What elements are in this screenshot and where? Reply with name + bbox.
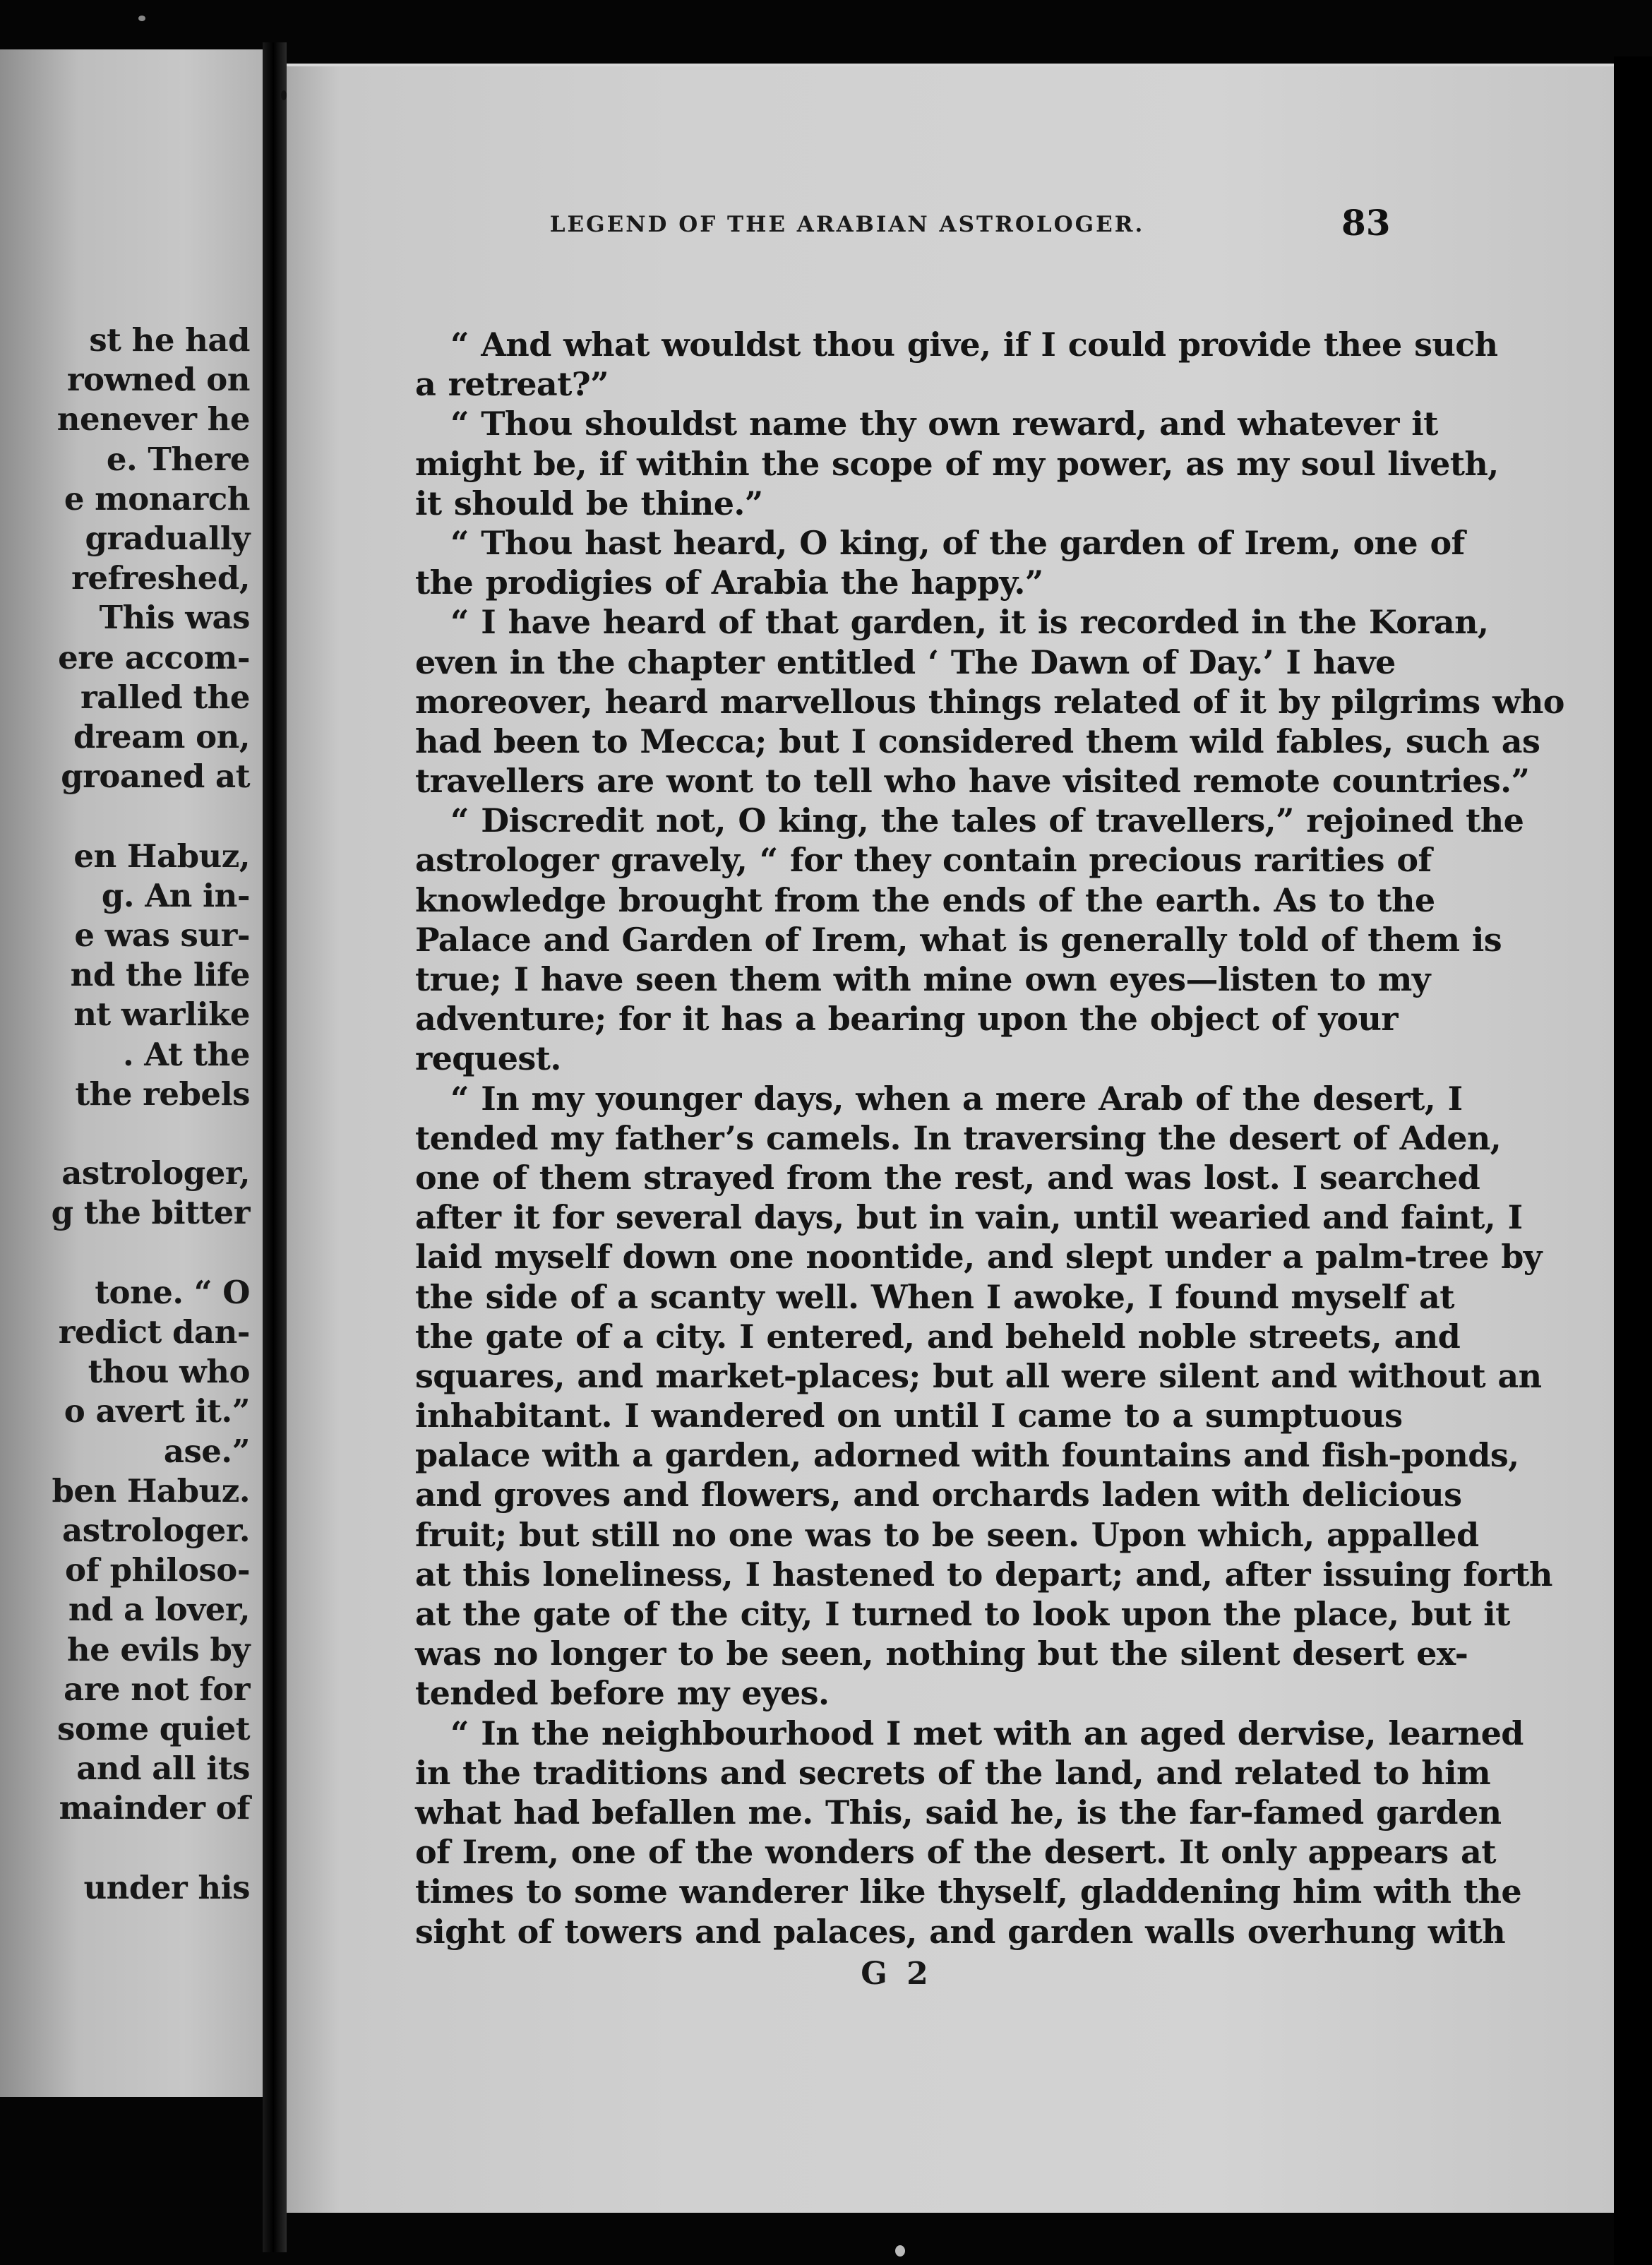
- signature-mark: G 2: [861, 1956, 933, 1992]
- text-line: “ In the neighbourhood I met with an aged dervise, learned: [450, 1714, 1524, 1752]
- left-page-fragment: nenever he: [56, 400, 250, 438]
- left-page-fragment: thou who: [88, 1353, 250, 1391]
- text-line: squares, and market-places; but all were silent and without an: [415, 1356, 1542, 1395]
- text-line: might be, if within the scope of my power, as my soul liveth,: [415, 444, 1499, 483]
- text-line: Palace and Garden of Irem, what is generally told of them is: [415, 920, 1502, 959]
- text-line: adventure; for it has a bearing upon the object of your: [415, 1000, 1398, 1039]
- text-line: the side of a scanty well. When I awoke, I found myself at: [415, 1277, 1454, 1316]
- left-page-fragment: . At the: [122, 1035, 250, 1073]
- left-page-fragment: g the bitter: [51, 1194, 250, 1232]
- left-page-fragment: nd a lover,: [68, 1591, 250, 1629]
- left-page-fragment: gradually: [85, 520, 250, 557]
- left-page-fragment: st he had: [89, 321, 250, 359]
- left-page-fragment: dream on,: [73, 718, 250, 755]
- text-line: “ Thou shouldst name thy own reward, and whatever it: [450, 405, 1438, 443]
- text-line: at this loneliness, I hastened to depart; and, after issuing forth: [415, 1555, 1552, 1594]
- text-line: “ In my younger days, when a mere Arab of the desert, I: [450, 1079, 1463, 1118]
- left-page-fragment: e was sur-: [74, 916, 250, 954]
- text-line: tended my father’s camels. In traversing the desert of Aden,: [415, 1118, 1502, 1157]
- binding-gutter: [263, 42, 287, 2252]
- text-line: palace with a garden, adorned with fountains and fish-ponds,: [415, 1436, 1519, 1475]
- page-number: 83: [1341, 202, 1391, 244]
- text-line: tended before my eyes.: [415, 1674, 830, 1713]
- left-page-fragment: astrologer.: [62, 1512, 250, 1549]
- text-line: moreover, heard marvellous things related of it by pilgrims who: [415, 682, 1564, 721]
- left-page-fragment: rowned on: [66, 361, 250, 399]
- dust-speck: [895, 2245, 905, 2257]
- scan-border: [1614, 56, 1652, 2265]
- text-line: laid myself down one noontide, and slept under a palm-tree by: [415, 1238, 1542, 1277]
- left-page-fragment: refreshed,: [71, 559, 250, 597]
- text-line: request.: [415, 1039, 561, 1078]
- text-line: true; I have seen them with mine own eyes—listen to my: [415, 960, 1430, 998]
- dust-speck: [138, 16, 145, 21]
- text-line: fruit; but still no one was to be seen. Upon which, appalled: [415, 1515, 1479, 1554]
- text-line: what had befallen me. This, said he, is the far-famed garden: [415, 1793, 1502, 1831]
- left-page-fragment: ase.”: [163, 1432, 250, 1470]
- left-page-fragment: astrologer,: [61, 1154, 250, 1193]
- left-page-fragment: are not for: [64, 1670, 250, 1708]
- left-page-fragment: he evils by: [66, 1630, 250, 1668]
- left-page-fragment: nd the life: [70, 956, 250, 994]
- left-page-fragment: of philoso-: [65, 1551, 250, 1589]
- text-line: after it for several days, but in vain, until wearied and faint, I: [415, 1198, 1523, 1237]
- text-line: “ And what wouldst thou give, if I could provide thee such: [450, 325, 1498, 364]
- left-page-fragment: This was: [99, 599, 250, 637]
- text-line: and groves and flowers, and orchards laden with delicious: [415, 1476, 1462, 1514]
- text-line: a retreat?”: [415, 365, 609, 404]
- text-line: inhabitant. I wandered on until I came to a sumptuous: [415, 1397, 1403, 1435]
- left-page-fragment: en Habuz,: [73, 837, 250, 875]
- body-text: [415, 325, 1564, 1952]
- left-page-fragment: and all its: [76, 1750, 250, 1788]
- left-page-fragment: under his: [83, 1868, 250, 1906]
- text-line: sight of towers and palaces, and garden walls overhung with: [415, 1912, 1506, 1951]
- text-line: astrologer gravely, “ for they contain precious rarities of: [415, 841, 1432, 880]
- text-line: had been to Mecca; but I considered them wild fables, such as: [415, 722, 1540, 760]
- left-page-fragment: ralled the: [80, 678, 250, 716]
- left-page: [0, 49, 263, 2097]
- left-page-fragment: g. An in-: [101, 876, 250, 914]
- left-page-fragment: nt warlike: [73, 996, 250, 1034]
- text-line: “ Discredit not, O king, the tales of travellers,” rejoined the: [450, 801, 1524, 840]
- left-page-fragment: mainder of: [59, 1789, 250, 1827]
- left-page-fragment: redict dan-: [58, 1313, 250, 1351]
- text-line: was no longer to be seen, nothing but the silent desert ex-: [415, 1634, 1468, 1673]
- text-line: “ I have heard of that garden, it is recorded in the Koran,: [450, 603, 1489, 642]
- text-line: of Irem, one of the wonders of the desert. It only appears at: [415, 1833, 1496, 1872]
- text-line: even in the chapter entitled ‘ The Dawn of Day.’ I have: [415, 643, 1396, 681]
- left-page-fragment: ere accom-: [58, 638, 250, 676]
- text-line: the gate of a city. I entered, and beheld noble streets, and: [415, 1317, 1461, 1356]
- text-line: knowledge brought from the ends of the earth. As to the: [415, 880, 1435, 919]
- text-line: travellers are wont to tell who have visited remote countries.”: [415, 762, 1530, 801]
- left-page-fragment: the rebels: [75, 1075, 250, 1113]
- left-page-fragment: o avert it.”: [64, 1392, 250, 1430]
- text-line: one of them strayed from the rest, and was lost. I searched: [415, 1158, 1480, 1197]
- left-page-fragment: some quiet: [57, 1710, 250, 1747]
- dust-speck: [281, 90, 287, 100]
- left-page-fragment: e monarch: [64, 479, 250, 518]
- text-line: “ Thou hast heard, O king, of the garden of Irem, one of: [450, 523, 1465, 562]
- left-page-fragment: groaned at: [61, 758, 250, 796]
- text-line: in the traditions and secrets of the land, and related to him: [415, 1753, 1491, 1792]
- text-line: at the gate of the city, I turned to look upon the place, but it: [415, 1595, 1510, 1633]
- text-line: it should be thine.”: [415, 484, 763, 522]
- left-page-fragment: tone. “ O: [95, 1273, 250, 1311]
- running-head: LEGEND OF THE ARABIAN ASTROLOGER.: [549, 212, 1145, 237]
- text-line: times to some wanderer like thyself, gladdening him with the: [415, 1872, 1521, 1911]
- left-page-fragment: ben Habuz.: [52, 1471, 250, 1510]
- left-page-fragment: e. There: [106, 440, 250, 478]
- text-line: the prodigies of Arabia the happy.”: [415, 563, 1043, 602]
